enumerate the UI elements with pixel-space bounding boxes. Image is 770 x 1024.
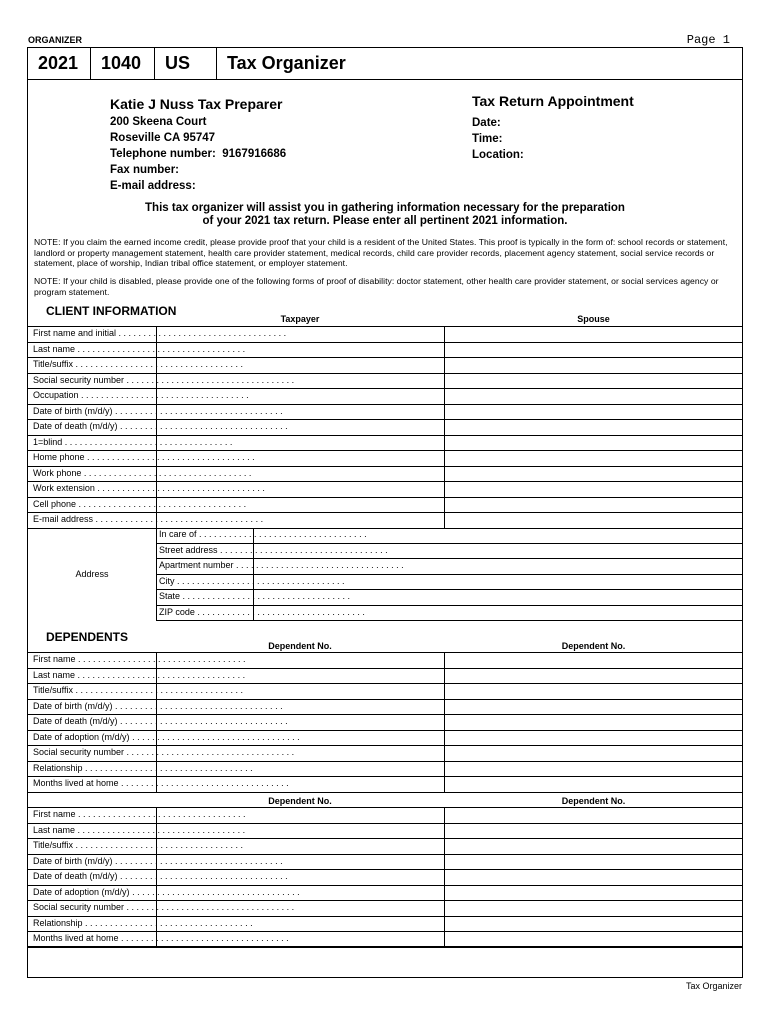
row-label-text: Date of death (m/d/y): [33, 716, 118, 726]
entry-field-right[interactable]: [445, 839, 742, 854]
address-entry-field[interactable]: [253, 528, 742, 543]
leader-dots: . . . . . . . . . . . . . . . . . . . . . . . . . . . . . . . . . .: [82, 762, 253, 773]
row-label: [33, 762, 253, 773]
row-label: [33, 483, 265, 493]
leader-dots: . . . . . . . . . . . . . . . . . . . . . . . . . . . . . . . . . .: [196, 529, 367, 539]
note-disability: NOTE: If your child is disabled, please provide one of the following forms of proof of disability: doctor statement, other health care provider statement, or social services agency or program statement.: [34, 276, 719, 297]
entry-field-left[interactable]: [156, 715, 445, 730]
appointment-info: [472, 93, 634, 163]
entry-field-left[interactable]: [156, 684, 445, 699]
row-label-text: E-mail address: [33, 514, 94, 524]
address-row-label-text: City: [159, 575, 175, 586]
form-row: [28, 777, 742, 793]
form-row: [28, 653, 742, 669]
row-label-text: First name: [33, 654, 76, 664]
row-label-text: First name: [33, 809, 76, 819]
dependent-header-3: Dependent No.: [268, 796, 332, 806]
leader-dots: . . . . . . . . . . . . . . . . . . . . . . . . . . . . . . . . . .: [73, 685, 244, 695]
leader-dots: . . . . . . . . . . . . . . . . . . . . . . . . . . . . . . . . . .: [129, 886, 300, 897]
entry-field-right[interactable]: [445, 700, 742, 715]
preparer-address1: 200 Skeena Court: [110, 116, 207, 128]
row-label-text: Last name: [33, 824, 76, 835]
row-label-text: Months lived at home: [33, 933, 119, 943]
dependent-header-4: Dependent No.: [561, 796, 626, 806]
footer-label: Tax Organizer: [685, 981, 742, 991]
row-label-text: Relationship: [33, 762, 83, 773]
leader-dots: . . . . . . . . . . . . . . . . . . . . . . . . . . . . . . . . . .: [73, 840, 244, 850]
row-label-text: Title/suffix: [33, 359, 74, 369]
entry-field-left[interactable]: [156, 839, 445, 854]
entry-field-right[interactable]: [445, 436, 742, 451]
form-row: [28, 808, 742, 824]
appointment-title: Tax Return Appointment: [472, 93, 634, 109]
row-label: [33, 840, 244, 850]
leader-dots: . . . . . . . . . . . . . . . . . . . . . . . . . . . . . . . . . .: [75, 654, 246, 664]
entry-field-left[interactable]: [156, 653, 445, 668]
entry-field-left[interactable]: [156, 436, 445, 451]
row-label-text: Last name: [33, 669, 76, 680]
entry-field-left[interactable]: [156, 358, 445, 373]
leader-dots: . . . . . . . . . . . . . . . . . . . . . . . . . . . . . . . . . .: [194, 606, 365, 617]
row-label-text: First name and initial: [33, 328, 117, 338]
row-label: [33, 405, 283, 416]
row-label: [33, 778, 289, 788]
entry-field-left[interactable]: [156, 762, 445, 777]
leader-dots: . . . . . . . . . . . . . . . . . . . . . . . . . . . . . . . . . .: [124, 747, 295, 757]
row-label: [33, 498, 247, 509]
row-label-text: Last name: [33, 343, 76, 354]
entry-field-left[interactable]: [156, 886, 445, 901]
leader-dots: . . . . . . . . . . . . . . . . . . . . . . . . . . . . . . . . . .: [112, 700, 283, 711]
entry-field-right[interactable]: [445, 482, 742, 497]
row-label: [33, 933, 289, 943]
leader-dots: . . . . . . . . . . . . . . . . . . . . . . . . . . . . . . . . . .: [78, 390, 249, 400]
entry-field-left[interactable]: [156, 746, 445, 761]
intro-line2: of your 2021 tax return. Please enter all pertinent 2021 information.: [202, 215, 568, 227]
leader-dots: . . . . . . . . . . . . . . . . . . . . . . . . . . . . . . . . . .: [118, 778, 289, 788]
row-label: [33, 359, 244, 369]
address-row-label: [159, 544, 388, 555]
dependents-grid-2: [28, 807, 742, 948]
address-row-label-text: Apartment number: [159, 560, 234, 570]
row-label: [33, 421, 288, 431]
entry-field-right[interactable]: [445, 731, 742, 746]
tax-year: 2021: [28, 48, 91, 79]
row-label-text: 1=blind: [33, 436, 63, 447]
row-label-text: Cell phone: [33, 498, 77, 509]
entry-field-left[interactable]: [156, 870, 445, 885]
leader-dots: . . . . . . . . . . . . . . . . . . . . . . . . . . . . . . . . . .: [217, 544, 388, 555]
address-row-label: [159, 606, 365, 617]
entry-field-left[interactable]: [156, 700, 445, 715]
form-row: [28, 700, 742, 716]
leader-dots: . . . . . . . . . . . . . . . . . . . . . . . . . . . . . . . . . .: [174, 575, 345, 586]
row-label-text: Date of adoption (m/d/y): [33, 886, 130, 897]
row-label-text: Social security number: [33, 902, 125, 912]
row-label-text: Work extension: [33, 483, 95, 493]
row-label-text: Date of birth (m/d/y): [33, 855, 113, 866]
entry-field-right[interactable]: [445, 777, 742, 792]
row-label-text: Relationship: [33, 917, 83, 928]
leader-dots: . . . . . . . . . . . . . . . . . . . . . . . . . . . . . . . . . .: [124, 374, 295, 385]
entry-field-left[interactable]: [156, 389, 445, 404]
leader-dots: . . . . . . . . . . . . . . . . . . . . . . . . . . . . . . . . . .: [75, 809, 246, 819]
address-row: [156, 559, 742, 575]
form-row: [28, 343, 742, 359]
row-label: [33, 886, 300, 897]
form-row: [28, 482, 742, 498]
address-row-label-text: State: [159, 591, 181, 601]
leader-dots: . . . . . . . . . . . . . . . . . . . . . . . . . . . . . . . . . .: [180, 591, 351, 601]
entry-field-right[interactable]: [445, 808, 742, 823]
address-row: [156, 606, 742, 622]
entry-field-right[interactable]: [445, 405, 742, 420]
entry-field-right[interactable]: [445, 870, 742, 885]
entry-field-left[interactable]: [156, 467, 445, 482]
row-label: [33, 700, 283, 711]
row-label: [33, 685, 244, 695]
row-label: [33, 871, 288, 881]
entry-field-right[interactable]: [445, 917, 742, 932]
form-row: [28, 715, 742, 731]
address-block: [28, 528, 742, 621]
form-row: [28, 824, 742, 840]
fax-label: Fax number:: [110, 164, 180, 176]
appointment-date: Date:: [472, 117, 501, 129]
row-label-text: Title/suffix: [33, 685, 74, 695]
entry-field-right[interactable]: [445, 886, 742, 901]
entry-field-right[interactable]: [445, 389, 742, 404]
address-row-label: [159, 591, 351, 601]
entry-field-left[interactable]: [156, 327, 445, 342]
client-info-grid: [28, 326, 742, 529]
form-row: [28, 374, 742, 390]
dependent-header-1: Dependent No.: [268, 641, 332, 651]
entry-field-right[interactable]: [445, 932, 742, 947]
organizer-label: ORGANIZER: [28, 35, 82, 45]
leader-dots: . . . . . . . . . . . . . . . . . . . . . . . . . . . . . . . . . .: [62, 436, 233, 447]
address-row: [156, 544, 742, 560]
row-label: [33, 467, 252, 478]
form-row: [28, 839, 742, 855]
form-row: [28, 467, 742, 483]
entry-field-left[interactable]: [156, 731, 445, 746]
leader-dots: . . . . . . . . . . . . . . . . . . . . . . . . . . . . . . . . . .: [75, 343, 246, 354]
address-row: [156, 528, 742, 544]
leader-dots: . . . . . . . . . . . . . . . . . . . . . . . . . . . . . . . . . .: [84, 452, 255, 462]
appointment-time: Time:: [472, 133, 503, 145]
intro-text: [28, 202, 742, 228]
entry-field-right[interactable]: [445, 855, 742, 870]
entry-field-left[interactable]: [156, 482, 445, 497]
entry-field-right[interactable]: [445, 327, 742, 342]
form-row: [28, 762, 742, 778]
address-row: [156, 575, 742, 591]
address-row-label-text: In care of: [159, 529, 197, 539]
address-row-label-text: Street address: [159, 544, 218, 555]
form-row: [28, 327, 742, 343]
leader-dots: . . . . . . . . . . . . . . . . . . . . . . . . . . . . . . . . . .: [124, 902, 295, 912]
preparer-address2: Roseville CA 95747: [110, 132, 216, 144]
address-label: Address: [75, 569, 109, 579]
address-row-label: [159, 575, 345, 586]
leader-dots: . . . . . . . . . . . . . . . . . . . . . . . . . . . . . . . . . .: [116, 328, 287, 338]
entry-field-right[interactable]: [445, 451, 742, 466]
form-row: [28, 420, 742, 436]
form-row: [28, 684, 742, 700]
address-row-label: [159, 560, 404, 570]
client-info-title: CLIENT INFORMATION: [46, 304, 177, 318]
leader-dots: . . . . . . . . . . . . . . . . . . . . . . . . . . . . . . . . . .: [112, 855, 283, 866]
entry-field-right[interactable]: [445, 715, 742, 730]
entry-field-right[interactable]: [445, 746, 742, 761]
address-row: [156, 590, 742, 606]
row-label-text: Date of death (m/d/y): [33, 871, 118, 881]
row-label-text: Date of adoption (m/d/y): [33, 731, 130, 742]
form-row: [28, 358, 742, 374]
form-row: [28, 669, 742, 685]
address-entry-field[interactable]: [253, 559, 742, 574]
row-label-text: Date of birth (m/d/y): [33, 700, 113, 711]
leader-dots: . . . . . . . . . . . . . . . . . . . . . . . . . . . . . . . . . .: [117, 716, 288, 726]
leader-dots: . . . . . . . . . . . . . . . . . . . . . . . . . . . . . . . . . .: [94, 483, 265, 493]
entry-field-left[interactable]: [156, 901, 445, 916]
telephone-value: 9167916686: [222, 148, 287, 160]
leader-dots: . . . . . . . . . . . . . . . . . . . . . . . . . . . . . . . . . .: [117, 421, 288, 431]
entry-field-left[interactable]: [156, 374, 445, 389]
entry-field-right[interactable]: [445, 498, 742, 513]
leader-dots: . . . . . . . . . . . . . . . . . . . . . . . . . . . . . . . . . .: [117, 871, 288, 881]
address-entry-field[interactable]: [253, 544, 742, 559]
leader-dots: . . . . . . . . . . . . . . . . . . . . . . . . . . . . . . . . . .: [93, 514, 264, 524]
row-label: [33, 731, 300, 742]
entry-field-left[interactable]: [156, 420, 445, 435]
leader-dots: . . . . . . . . . . . . . . . . . . . . . . . . . . . . . . . . . .: [73, 359, 244, 369]
entry-field-right[interactable]: [445, 762, 742, 777]
row-label-text: Months lived at home: [33, 778, 119, 788]
leader-dots: . . . . . . . . . . . . . . . . . . . . . . . . . . . . . . . . . .: [233, 560, 404, 570]
entry-field-left[interactable]: [156, 777, 445, 792]
row-label: [33, 328, 287, 338]
page-number: Page 1: [686, 33, 730, 47]
row-label: [33, 855, 283, 866]
form-row: [28, 886, 742, 902]
entry-field-right[interactable]: [445, 653, 742, 668]
entry-field-left[interactable]: [156, 917, 445, 932]
row-label: [33, 824, 246, 835]
leader-dots: . . . . . . . . . . . . . . . . . . . . . . . . . . . . . . . . . .: [75, 669, 246, 680]
appointment-location: Location:: [472, 149, 524, 161]
form-row: [28, 451, 742, 467]
dependents-title: DEPENDENTS: [46, 630, 129, 644]
form-row: [28, 513, 742, 529]
email-label: E-mail address:: [110, 180, 196, 192]
leader-dots: . . . . . . . . . . . . . . . . . . . . . . . . . . . . . . . . . .: [82, 917, 253, 928]
spouse-header: Spouse: [577, 314, 610, 324]
form-row: [28, 498, 742, 514]
leader-dots: . . . . . . . . . . . . . . . . . . . . . . . . . . . . . . . . . .: [129, 731, 300, 742]
organizer-form: [27, 47, 743, 978]
row-label: [33, 669, 246, 680]
entry-field-left[interactable]: [156, 808, 445, 823]
row-label-text: Date of death (m/d/y): [33, 421, 118, 431]
entry-field-left[interactable]: [156, 669, 445, 684]
taxpayer-header: Taxpayer: [280, 314, 320, 324]
entry-field-left[interactable]: [156, 513, 445, 528]
country: US: [155, 48, 217, 79]
preparer-telephone: [110, 146, 286, 162]
row-label: [33, 902, 295, 912]
row-label: [33, 716, 288, 726]
entry-field-right[interactable]: [445, 824, 742, 839]
form-row: [28, 870, 742, 886]
entry-field-left[interactable]: [156, 824, 445, 839]
entry-field-left[interactable]: [156, 451, 445, 466]
entry-field-left[interactable]: [156, 932, 445, 947]
form-row: [28, 405, 742, 421]
row-label-text: Work phone: [33, 467, 82, 478]
form-row: [28, 436, 742, 452]
leader-dots: . . . . . . . . . . . . . . . . . . . . . . . . . . . . . . . . . .: [75, 824, 246, 835]
form-header: [28, 48, 742, 80]
row-label: [33, 917, 253, 928]
row-label: [33, 390, 249, 400]
address-entry-field[interactable]: [253, 575, 742, 590]
row-label-text: Home phone: [33, 452, 85, 462]
address-row-label-text: ZIP code: [159, 606, 195, 617]
address-entry-field[interactable]: [253, 606, 742, 621]
entry-field-right[interactable]: [445, 374, 742, 389]
telephone-label: Telephone number:: [110, 148, 216, 160]
row-label: [33, 452, 255, 462]
row-label-text: Occupation: [33, 390, 79, 400]
bottom-divider: [28, 946, 742, 947]
address-entry-field[interactable]: [253, 590, 742, 605]
dependents-grid-1: [28, 652, 742, 793]
address-row-label: [159, 529, 367, 539]
row-label: [33, 343, 246, 354]
form-title: Tax Organizer: [227, 53, 346, 73]
row-label: [33, 747, 295, 757]
row-label: [33, 514, 264, 524]
entry-field-right[interactable]: [445, 513, 742, 528]
row-label: [33, 436, 233, 447]
form-row: [28, 731, 742, 747]
row-label-text: Title/suffix: [33, 840, 74, 850]
entry-field-right[interactable]: [445, 901, 742, 916]
entry-field-right[interactable]: [445, 420, 742, 435]
form-row: [28, 901, 742, 917]
row-label: [33, 654, 246, 664]
leader-dots: . . . . . . . . . . . . . . . . . . . . . . . . . . . . . . . . . .: [76, 498, 247, 509]
row-label: [33, 374, 295, 385]
form-row: [28, 746, 742, 762]
entry-field-left[interactable]: [156, 405, 445, 420]
note-eic: NOTE: If you claim the earned income credit, please provide proof that your child is a resident of the United States. This proof is typically in the form of: school records or statement, landlord or property management statement, health care provider statement, medical records, child care provider records, placement agency statement, social service records or statement, place of worship, Indian tribal office statement, or employer statement.: [34, 237, 728, 269]
leader-dots: . . . . . . . . . . . . . . . . . . . . . . . . . . . . . . . . . .: [118, 933, 289, 943]
dependent-header-2: Dependent No.: [561, 641, 626, 651]
leader-dots: . . . . . . . . . . . . . . . . . . . . . . . . . . . . . . . . . .: [81, 467, 252, 478]
entry-field-left[interactable]: [156, 498, 445, 513]
preparer-info: [110, 96, 286, 194]
entry-field-right[interactable]: [445, 343, 742, 358]
entry-field-right[interactable]: [445, 467, 742, 482]
entry-field-left[interactable]: [156, 343, 445, 358]
entry-field-left[interactable]: [156, 855, 445, 870]
entry-field-right[interactable]: [445, 669, 742, 684]
form-number: 1040: [91, 48, 155, 79]
preparer-name: Katie J Nuss Tax Preparer: [110, 96, 283, 112]
entry-field-right[interactable]: [445, 684, 742, 699]
row-label: [33, 809, 246, 819]
intro-line1: This tax organizer will assist you in gathering information necessary for the preparation: [145, 202, 625, 214]
leader-dots: . . . . . . . . . . . . . . . . . . . . . . . . . . . . . . . . . .: [112, 405, 283, 416]
form-row: [28, 917, 742, 933]
row-label-text: Social security number: [33, 747, 125, 757]
entry-field-right[interactable]: [445, 358, 742, 373]
row-label-text: Date of birth (m/d/y): [33, 405, 113, 416]
form-row: [28, 389, 742, 405]
form-row: [28, 855, 742, 871]
row-label-text: Social security number: [33, 374, 125, 385]
